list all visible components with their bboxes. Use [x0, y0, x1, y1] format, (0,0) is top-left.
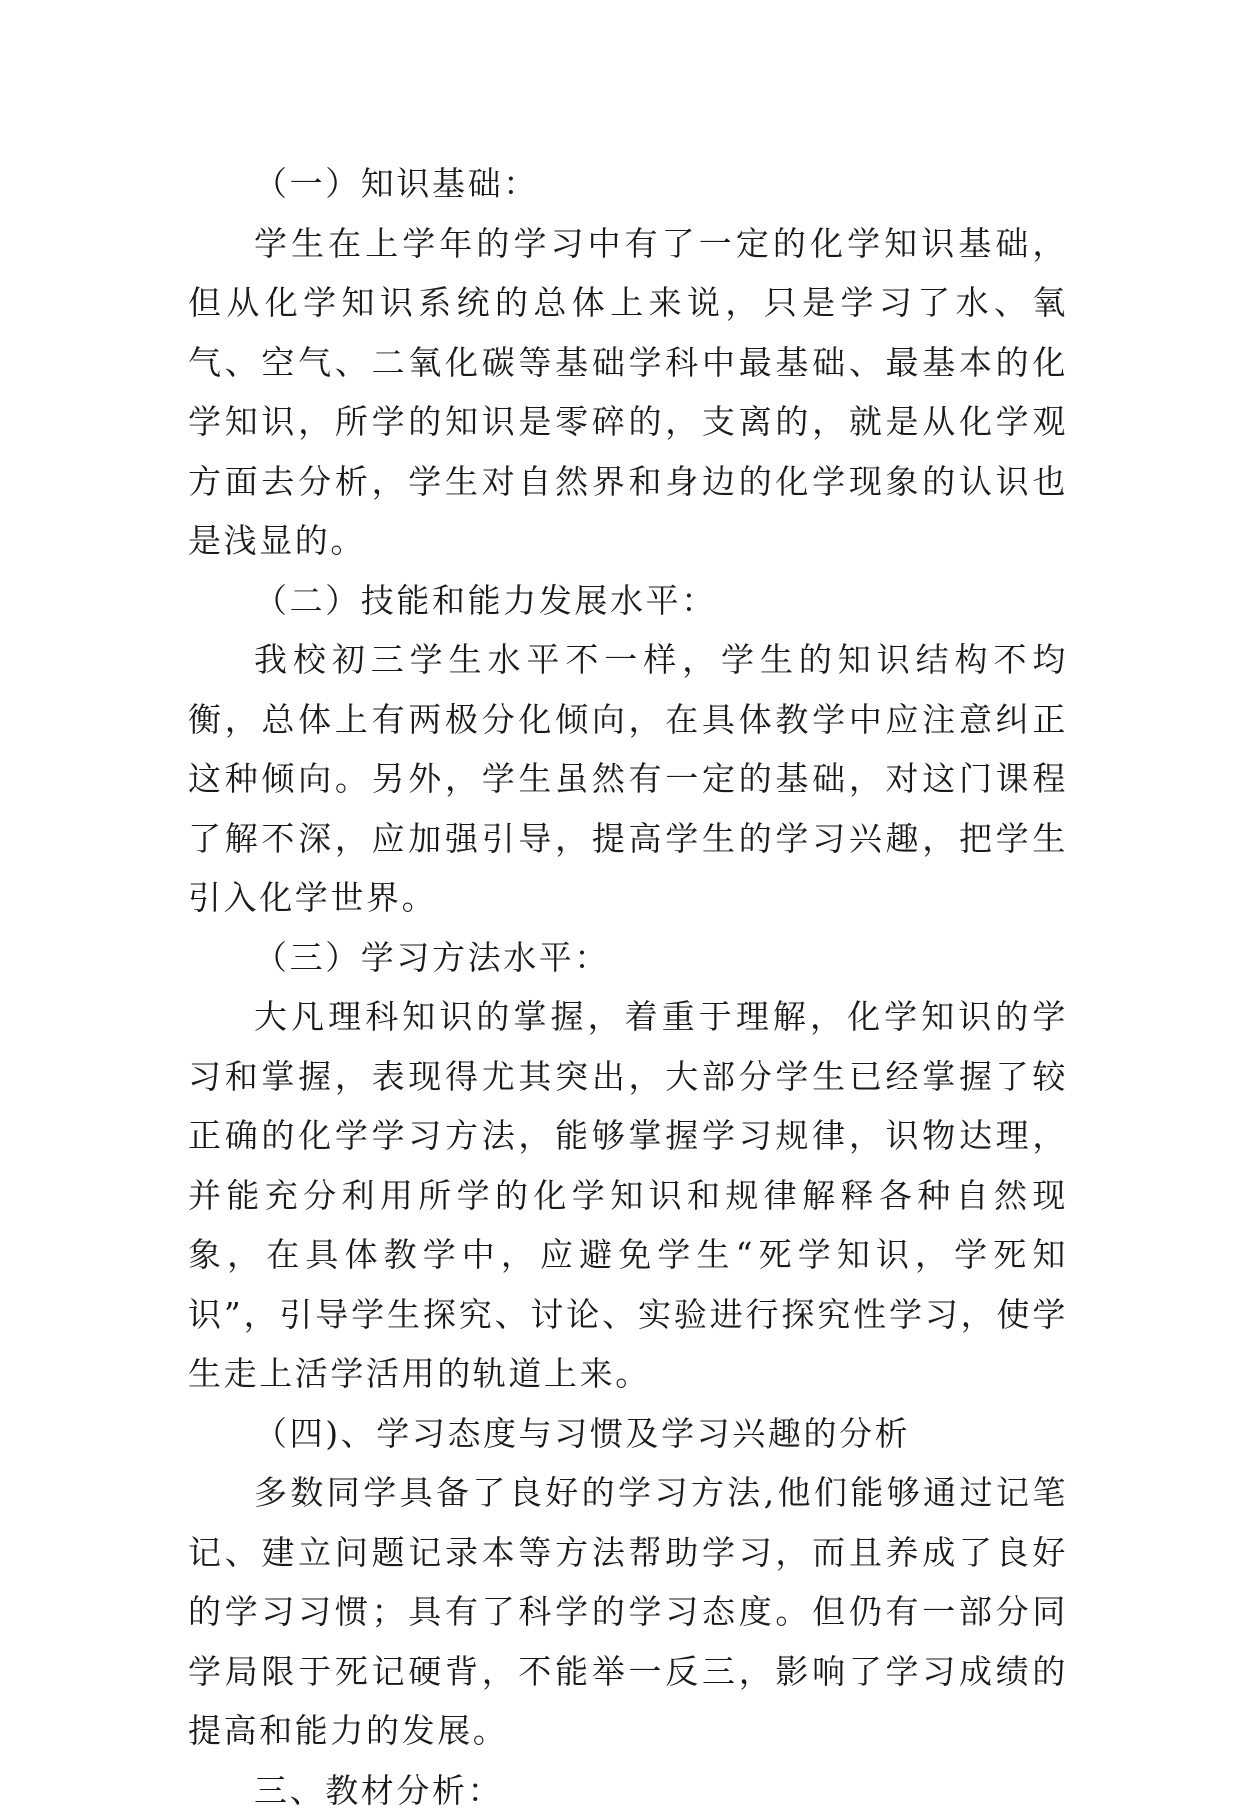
section-paragraph: 我校初三学生水平不一样，学生的知识结构不均衡，总体上有两极分化倾向，在具体教学中应注意纠正这种倾向。另外，学生虽然有一定的基础，对这门课程了解不深，应加强引导，提高学生的学习兴趣，把学生引入化学世界。	[188, 630, 1068, 928]
section-heading: （三）学习方法水平：	[188, 928, 1068, 988]
section-heading: （一）知识基础：	[188, 154, 1068, 214]
section-paragraph: 大凡理科知识的掌握，着重于理解，化学知识的学习和掌握，表现得尤其突出，大部分学生已经掌握了较正确的化学学习方法，能够掌握学习规律，识物达理，并能充分利用所学的化学知识和规律解释各种自然现象，在具体教学中，应避免学生“死学知识，学死知识”，引导学生探究、讨论、实验进行探究性学习，使学生走上活学活用的轨道上来。	[188, 987, 1068, 1404]
section-paragraph: 学生在上学年的学习中有了一定的化学知识基础，但从化学知识系统的总体上来说，只是学习了水、氧气、空气、二氧化碳等基础学科中最基础、最基本的化学知识，所学的知识是零碎的，支离的，就是从化学观方面去分析，学生对自然界和身边的化学现象的认识也是浅显的。	[188, 214, 1068, 571]
section-heading: （四)、学习态度与习惯及学习兴趣的分析	[188, 1404, 1068, 1464]
document-body	[188, 154, 1068, 1820]
section-paragraph: 多数同学具备了良好的学习方法,他们能够通过记笔记、建立问题记录本等方法帮助学习，而且养成了良好的学习习惯；具有了科学的学习态度。但仍有一部分同学局限于死记硬背，不能举一反三，影响了学习成绩的提高和能力的发展。	[188, 1463, 1068, 1761]
chapter-heading: 三、教材分析：	[188, 1761, 1068, 1820]
section-heading: （二）技能和能力发展水平：	[188, 571, 1068, 631]
